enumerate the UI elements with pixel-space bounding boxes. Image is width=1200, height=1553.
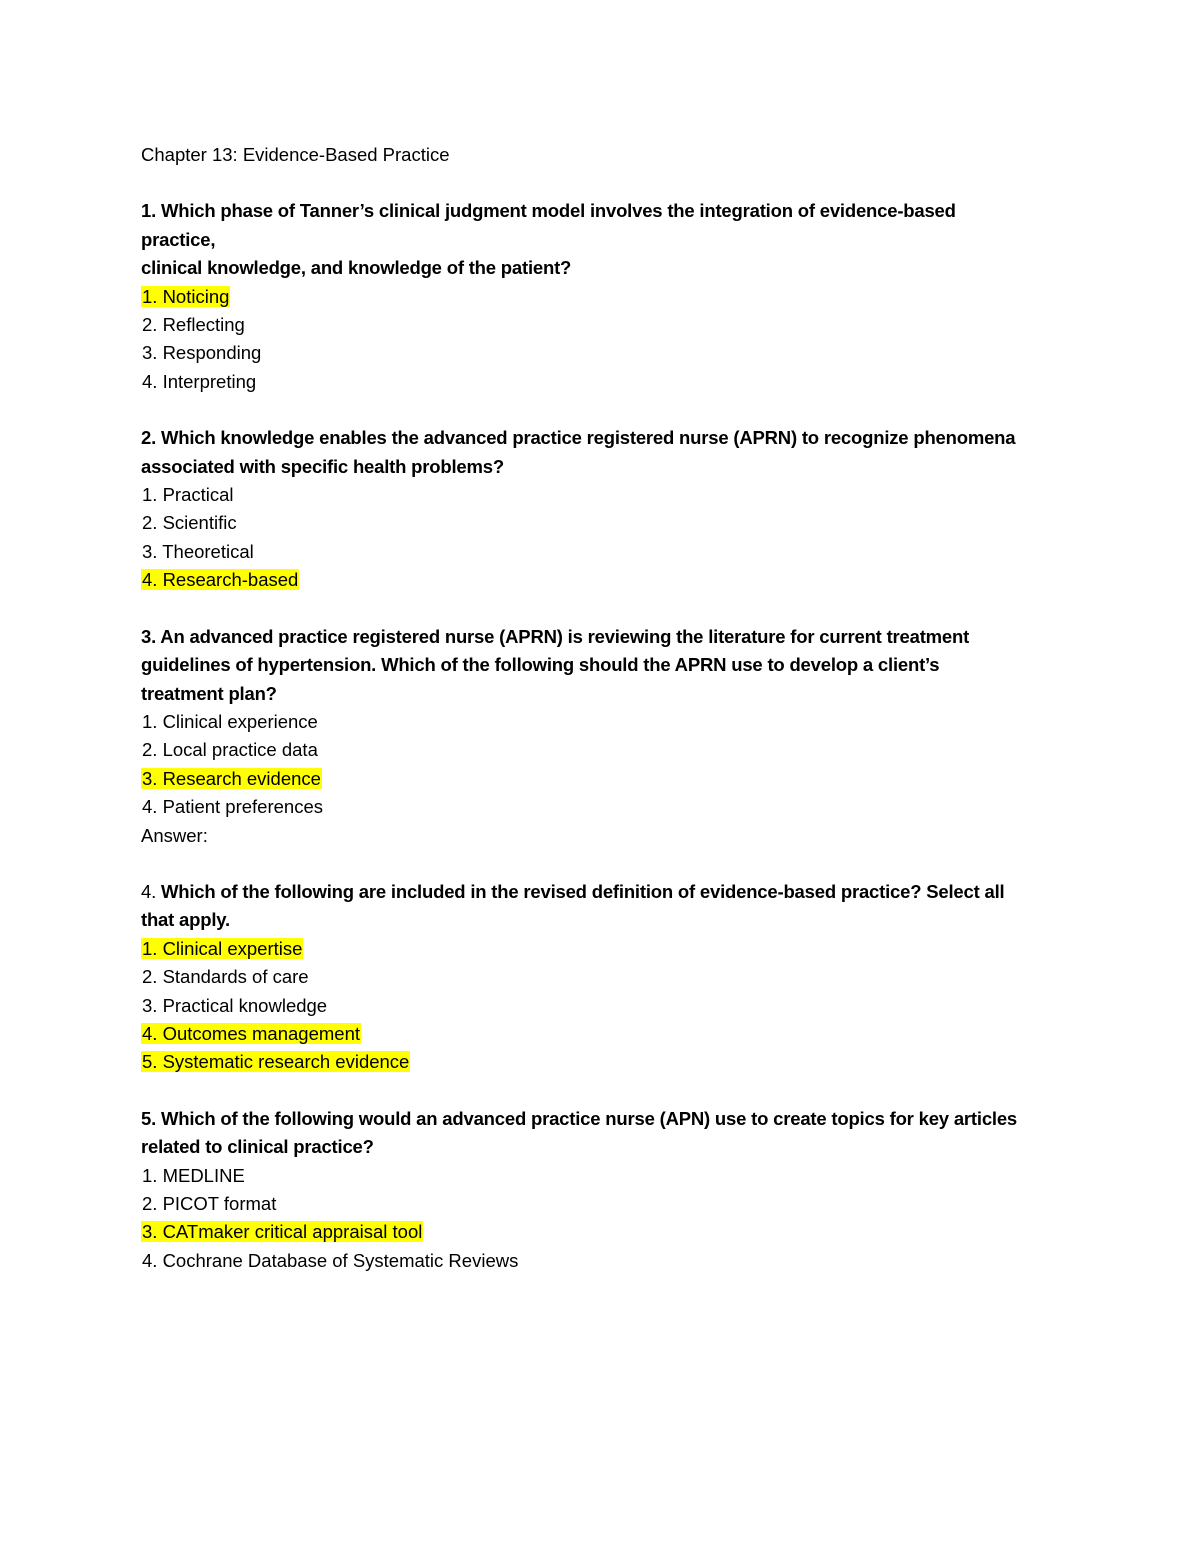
question-2	[141, 424, 1071, 594]
answer-option-correct: 4. Research-based	[142, 569, 299, 591]
answer-option: 2. Reflecting	[142, 314, 245, 336]
question-line: related to clinical practice?	[141, 1136, 374, 1158]
answer-option-correct: 3. Research evidence	[142, 767, 321, 789]
question-line: 1. Which phase of Tanner’s clinical judgment model involves the integration of evidence-based	[141, 200, 956, 222]
question-4	[141, 878, 1071, 1077]
answer-option-correct: 3. CATmaker critical appraisal tool	[142, 1221, 423, 1243]
answer-option: 2. Scientific	[142, 512, 237, 534]
question-1	[141, 197, 1071, 396]
answer-option-correct: 1. Noticing	[142, 285, 230, 307]
question-line: guidelines of hypertension. Which of the following should the APRN use to develop a client’s	[141, 654, 940, 676]
question-line: 3. An advanced practice registered nurse (APRN) is reviewing the literature for current treatment	[141, 625, 970, 647]
question-number: 4.	[141, 880, 157, 902]
answer-option: 1. Clinical experience	[142, 710, 318, 732]
question-text	[141, 623, 1071, 708]
question-text	[141, 424, 1071, 481]
chapter-title: Chapter 13: Evidence-Based Practice	[141, 144, 450, 165]
answer-option: 4. Interpreting	[142, 370, 257, 392]
answer-option-correct: 4. Outcomes management	[142, 1022, 360, 1044]
question-line: practice,	[141, 228, 216, 250]
question-line	[141, 878, 1071, 906]
question-text	[141, 197, 1071, 282]
answer-option: 3. Practical knowledge	[142, 994, 328, 1016]
question-line: clinical knowledge, and knowledge of the patient?	[141, 257, 572, 279]
question-line: treatment plan?	[141, 682, 277, 704]
question-line-text: Which of the following are included in the revised definition of evidence-based practice? Select all	[156, 880, 1005, 902]
answer-option: 4. Cochrane Database of Systematic Reviews	[142, 1249, 519, 1271]
question-5	[141, 1105, 1071, 1275]
question-3	[141, 623, 1071, 850]
question-line: associated with specific health problems?	[141, 455, 504, 477]
document-content	[141, 141, 1071, 1303]
question-line: 2. Which knowledge enables the advanced practice registered nurse (APRN) to recognize phenomena	[141, 427, 1016, 449]
answer-option: 3. Responding	[142, 342, 262, 364]
answer-option: 4. Patient preferences	[142, 796, 323, 818]
question-line: 5. Which of the following would an advanced practice nurse (APN) use to create topics for key articles	[141, 1107, 1018, 1129]
answer-option: 2. Standards of care	[142, 966, 309, 988]
question-text	[141, 878, 1071, 935]
answer-label: Answer:	[141, 824, 208, 846]
question-line: that apply.	[141, 909, 230, 931]
answer-option: 1. Practical	[142, 484, 234, 506]
answer-option: 2. PICOT format	[142, 1193, 277, 1214]
answer-option-correct: 1. Clinical expertise	[142, 937, 303, 959]
answer-option: 3. Theoretical	[142, 540, 254, 562]
answer-option-correct: 5. Systematic research evidence	[142, 1051, 410, 1073]
answer-option: 1. MEDLINE	[142, 1164, 245, 1186]
answer-option: 2. Local practice data	[142, 739, 318, 761]
question-text	[141, 1105, 1071, 1162]
